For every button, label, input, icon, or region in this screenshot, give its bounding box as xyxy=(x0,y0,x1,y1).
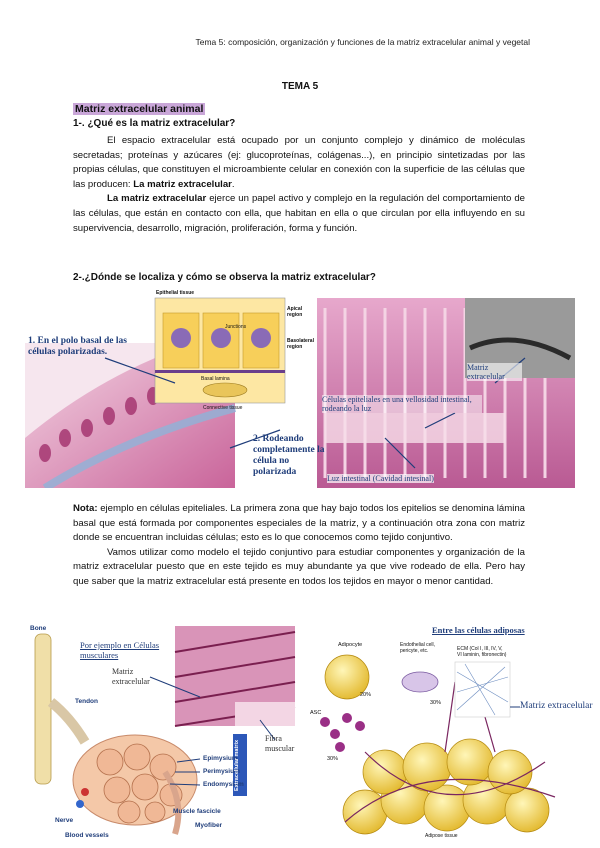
paragraph-2: La matriz extracelular ejerce un papel activo y complejo en la regulación del comportamiento de las células, que están en contacto con ella, que habitan en ella o que circulan por ella influyendo en su supervivencia, desarrollo, migración, proliferación, forma y función. xyxy=(73,193,525,234)
figure1-label-basal-pole: 1. En el polo basal de las células polarizadas. xyxy=(28,336,127,357)
paragraph-1: El espacio extracelular está ocupado por un conjunto complejo y dinámico de moléculas secretadas; proteínas y azúcares (ej: glucoproteínas, colágenas...), en principio sintetizadas por las propias células, que constituyen el microambiente celular en conexión con la superficie de las células que las producen: La matriz extracelular. xyxy=(73,135,525,190)
figure-adipose xyxy=(305,622,595,842)
muscle-label-fascicle: Muscle fascicle xyxy=(173,808,221,815)
muscle-label-epimysium: Epimysium xyxy=(203,755,238,762)
schema-epithelial-tissue: Epithelial tissue xyxy=(156,290,195,296)
adipose-pct-1: 20% xyxy=(360,692,372,698)
question-1-title: 1-. ¿Qué es la matriz extracelular? xyxy=(73,118,236,129)
figure-muscle xyxy=(25,622,300,840)
schema-connective-tissue: Connective tissue xyxy=(203,405,243,411)
muscle-label-bone: Bone xyxy=(30,625,47,632)
section-title: Matriz extracelular animal xyxy=(75,103,204,115)
muscle-label-extracellular-matrix: Extracellular matrix xyxy=(234,739,240,791)
figure1-label-matriz: Matriz extracelular xyxy=(467,363,522,381)
nota-paragraph-2: Vamos utilizar como modelo el tejido conjuntivo para estudiar componentes y organización de la matriz extracelular puesto que en este tejido es muy abundante ya que vive rodeado de ella. Pero hay que saber que la matriz extracelular está presente en todos los tejidos en mayor o menor cantidad. xyxy=(73,546,525,587)
adipose-label-matriz: Matriz extracelular xyxy=(520,701,593,711)
figure1-label-celulas-epiteliales: Células epiteliales en una vellosidad intestinal, rodeando la luz xyxy=(322,395,482,413)
muscle-label-endomysium: Endomysium xyxy=(203,781,244,788)
figure1-label-luz-intestinal: Luz intestinal (Cavidad intesinal) xyxy=(327,474,434,483)
adipose-label-ecm: ECM (Col I, III, IV, V, VI laminin, fibronectin) xyxy=(457,646,507,658)
adipose-title: Entre las células adiposas xyxy=(432,625,525,635)
muscle-label-myofiber: Myofiber xyxy=(195,822,223,829)
muscle-label-fibra: Fibra muscular xyxy=(265,734,295,753)
adipose-label-asc: ASC xyxy=(310,710,322,716)
muscle-label-perimysium: Perimysium xyxy=(203,768,240,775)
schema-junctions: Junctions xyxy=(225,324,247,330)
muscle-label-tendon: Tendon xyxy=(75,698,98,705)
adipose-label-tissue: Adipose tissue xyxy=(425,833,458,839)
figure1-label-surrounding: 2. Rodeando completamente la célula no polarizada xyxy=(253,434,325,477)
question-2-title: 2-.¿Dónde se localiza y cómo se observa la matriz extracelular? xyxy=(73,272,376,283)
muscle-label-blood-vessels: Blood vessels xyxy=(65,832,109,839)
figure-adipose-graphic xyxy=(305,622,595,842)
schema-apical-region: Apical region xyxy=(287,306,303,318)
running-header: Tema 5: composición, organización y funciones de la matriz extracelular animal y vegetal xyxy=(195,37,530,47)
adipose-pct-3: 30% xyxy=(327,756,339,762)
question-1-body xyxy=(73,134,525,236)
muscle-label-nerve: Nerve xyxy=(55,817,74,824)
adipose-pct-2: 30% xyxy=(430,700,442,706)
schema-basolateral-region: Basolateral region xyxy=(287,338,314,350)
schema-basal-lamina: Basal lamina xyxy=(201,376,230,382)
nota-paragraph-1: Nota: ejemplo en células epiteliales. La primera zona que hay bajo todos los epitelios se denomina lámina basal que está formada por componentes especiales de la matriz, y a continuación otra zona con matriz donde se encuentran incluidas células; esto es lo que conocemos como tejido conjuntivo. xyxy=(73,503,525,544)
document-title: TEMA 5 xyxy=(281,81,319,92)
muscle-label-ejemplo: Por ejemplo en Células musculares xyxy=(80,640,160,660)
figure-epithelium xyxy=(25,288,575,488)
adipose-label-endothelial: Endothelial cell, pericyte, etc. xyxy=(400,642,436,654)
muscle-label-matriz: Matriz extracelular xyxy=(112,667,150,686)
adipose-label-adipocyte: Adipocyte xyxy=(338,642,363,648)
nota-body xyxy=(73,502,525,590)
